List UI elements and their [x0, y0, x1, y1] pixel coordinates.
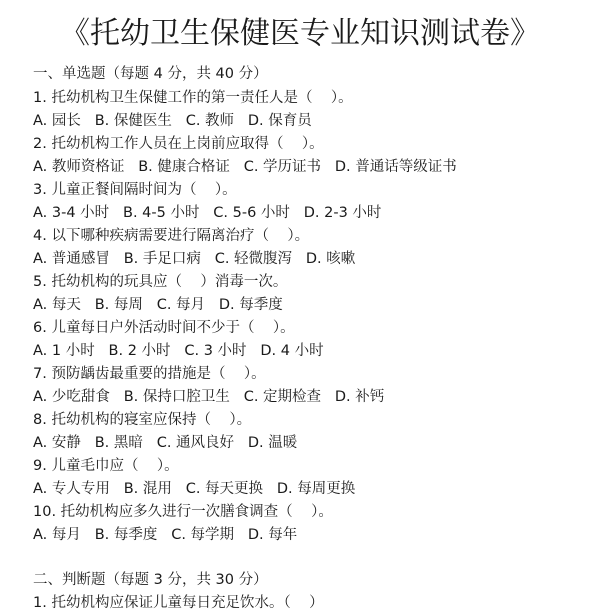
question-text: 5. 托幼机构的玩具应（ ）消毒一次。: [33, 274, 288, 290]
question-text: 7. 预防龋齿最重要的措施是（ ）。: [33, 366, 266, 382]
question-text: 2. 托幼机构工作人员在上岗前应取得（ ）。: [33, 136, 324, 152]
question-text: 4. 以下哪种疾病需要进行隔离治疗（ ）。: [33, 228, 310, 244]
question-options: A. 专人专用 B. 混用 C. 每天更换 D. 每周更换: [33, 481, 356, 497]
question-text: 1. 托幼机构应保证儿童每日充足饮水。（ ）: [33, 595, 324, 611]
question-text: 1. 托幼机构卫生保健工作的第一责任人是（ ）。: [33, 90, 353, 106]
question-text: 10. 托幼机构应多久进行一次膳食调查（ ）。: [33, 504, 333, 520]
question-options: A. 3-4 小时 B. 4-5 小时 C. 5-6 小时 D. 2-3 小时: [33, 205, 382, 221]
question-options: A. 园长 B. 保健医生 C. 教师 D. 保育员: [33, 113, 312, 129]
question-text: 8. 托幼机构的寝室应保持（ ）。: [33, 412, 252, 428]
question-text: 3. 儿童正餐间隔时间为（ ）。: [33, 182, 237, 198]
question-options: A. 教师资格证 B. 健康合格证 C. 学历证书 D. 普通话等级证书: [33, 159, 457, 175]
question-text: 6. 儿童每日户外活动时间不少于（ ）。: [33, 320, 295, 336]
document-title: 《托幼卫生保健医专业知识测试卷》: [60, 16, 540, 51]
question-options: A. 1 小时 B. 2 小时 C. 3 小时 D. 4 小时: [33, 343, 324, 359]
question-options: A. 普通感冒 B. 手足口病 C. 轻微腹泻 D. 咳嗽: [33, 251, 356, 267]
section-heading-single-choice: 一、单选题（每题 4 分，共 40 分）: [33, 66, 268, 82]
question-options: A. 少吃甜食 B. 保持口腔卫生 C. 定期检查 D. 补钙: [33, 389, 385, 405]
section-heading-true-false: 二、判断题（每题 3 分，共 30 分）: [33, 572, 268, 588]
question-options: A. 安静 B. 黑暗 C. 通风良好 D. 温暖: [33, 435, 298, 451]
question-options: A. 每天 B. 每周 C. 每月 D. 每季度: [33, 297, 283, 313]
question-options: A. 每月 B. 每季度 C. 每学期 D. 每年: [33, 527, 298, 543]
question-text: 9. 儿童毛巾应（ ）。: [33, 458, 179, 474]
